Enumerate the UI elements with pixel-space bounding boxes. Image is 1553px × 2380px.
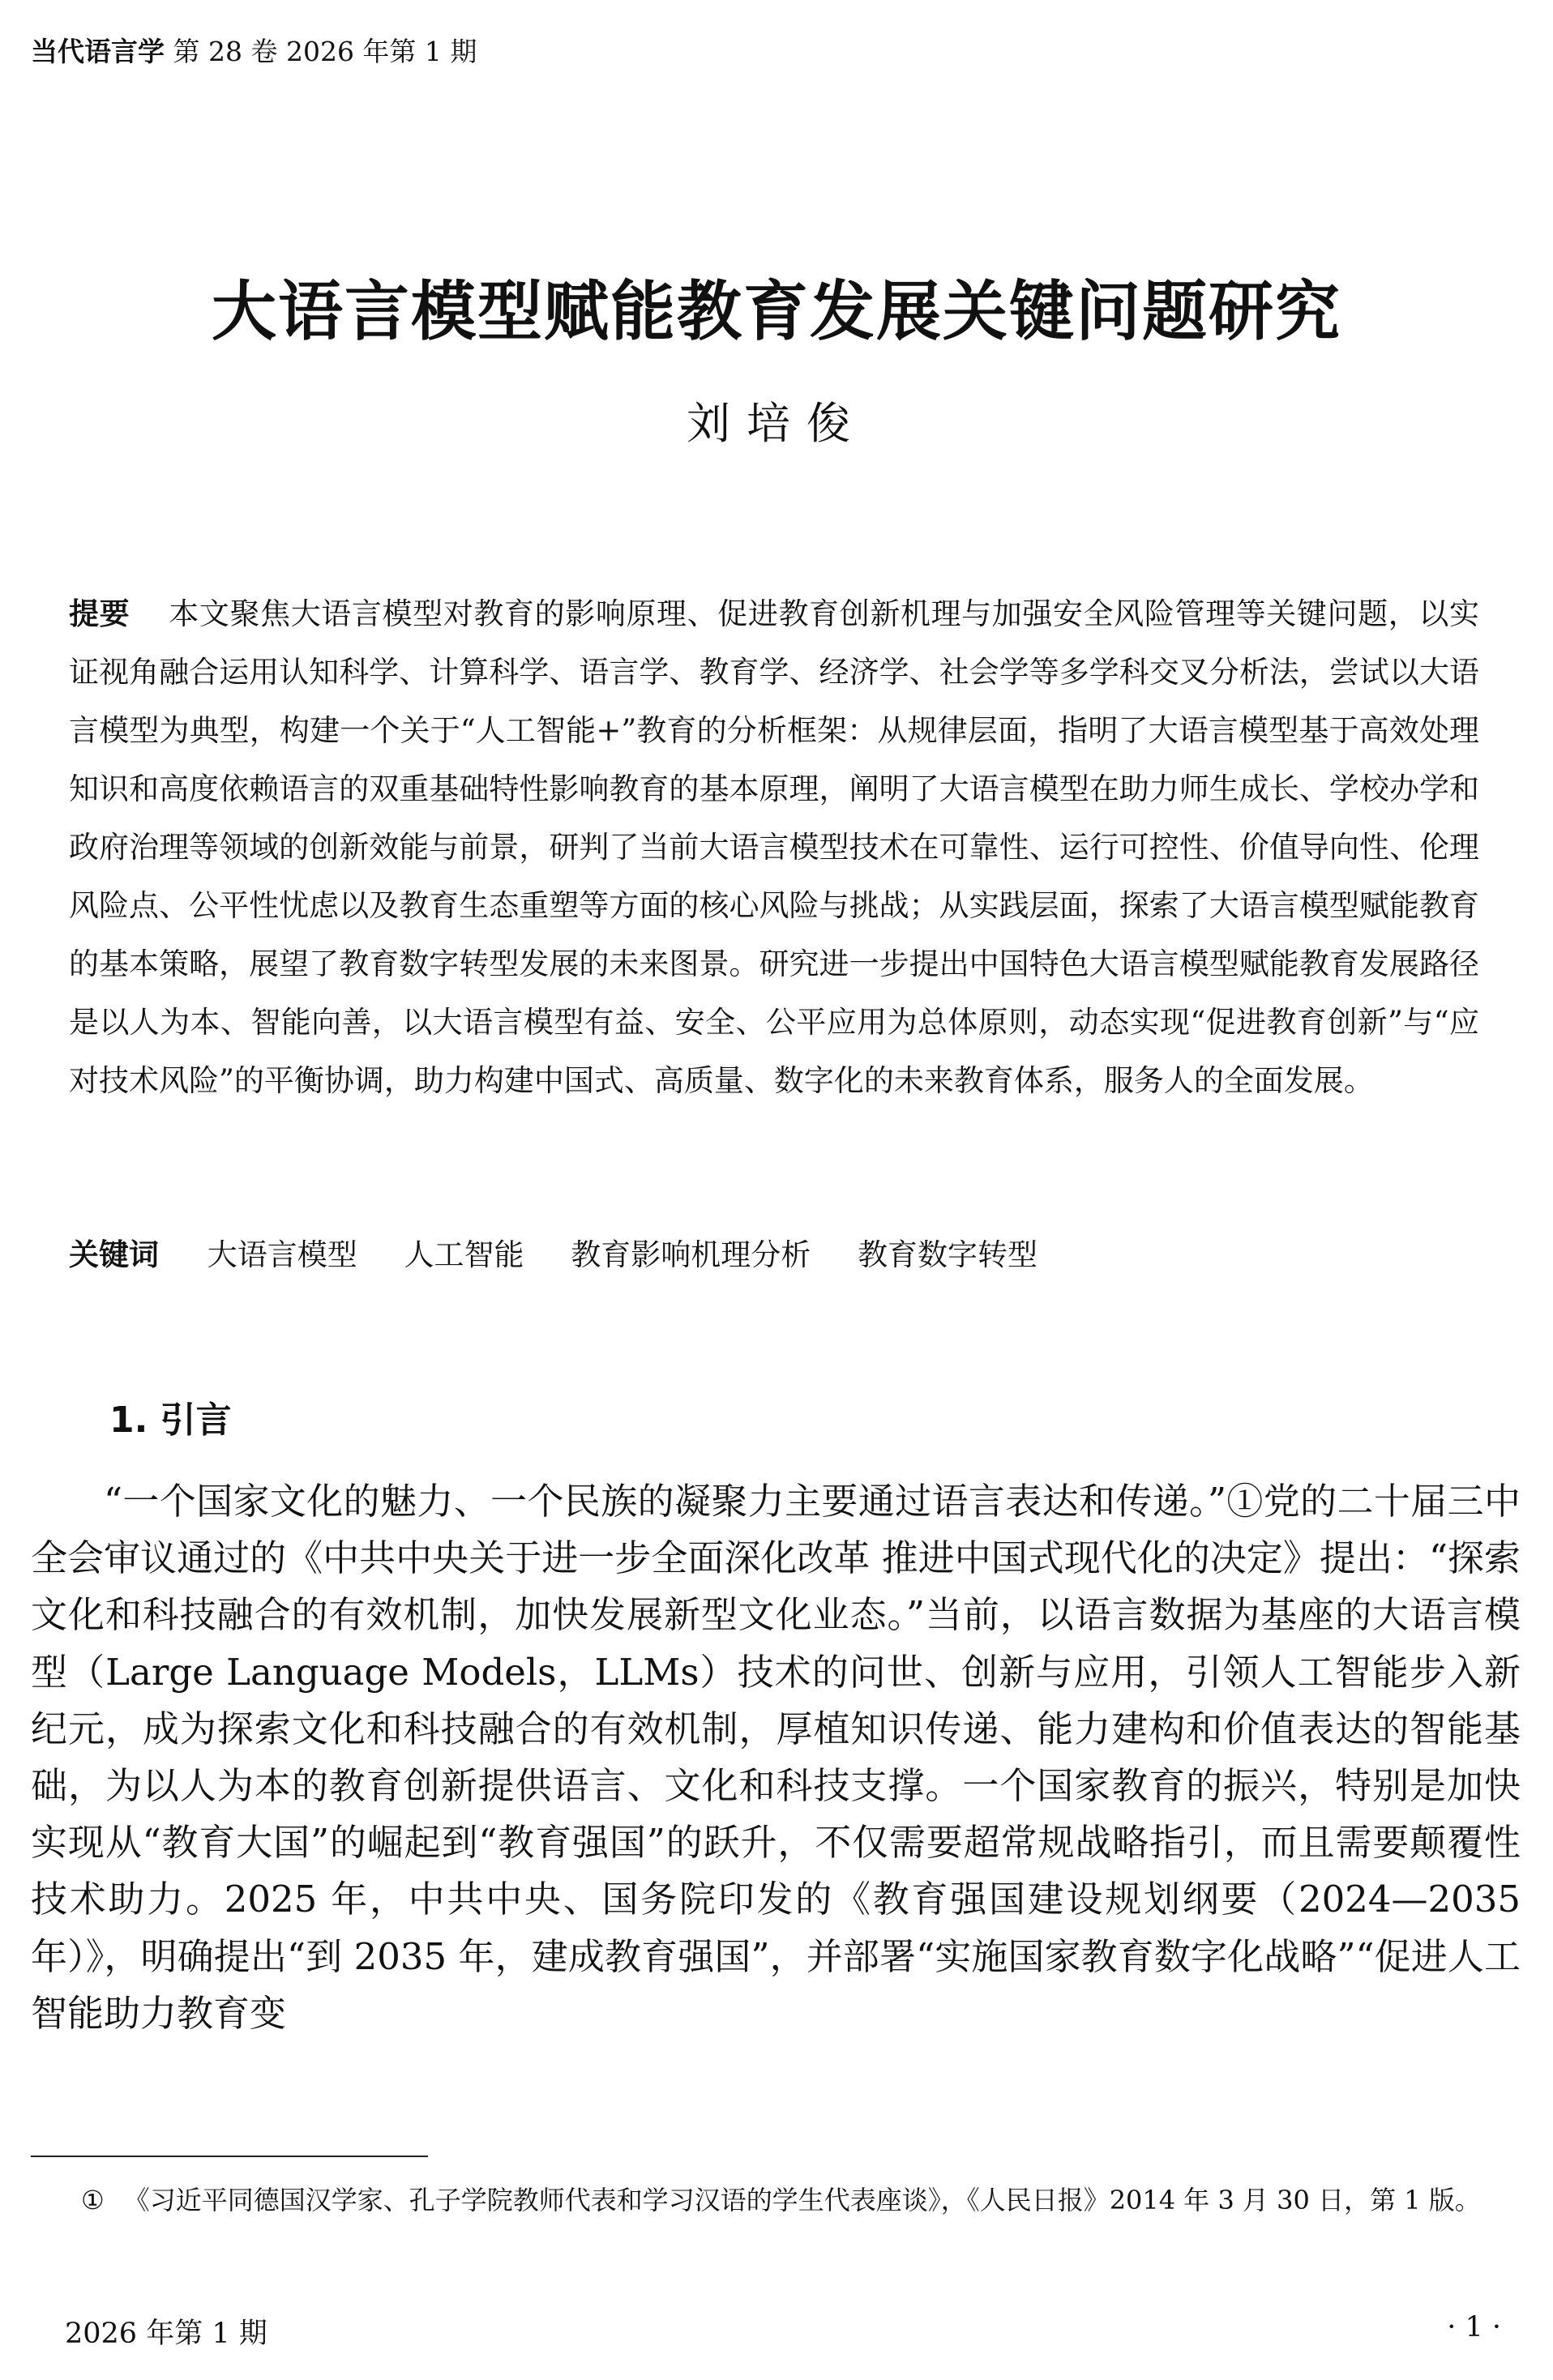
keyword: 教育数字转型 <box>858 1237 1038 1272</box>
keywords <box>69 1230 1075 1274</box>
journal-name: 当代语言学 <box>31 36 165 67</box>
author-name: 刘培俊 <box>687 398 866 449</box>
keyword: 大语言模型 <box>207 1237 357 1272</box>
keyword: 人工智能 <box>404 1237 524 1272</box>
paper-title: 大语言模型赋能教育发展关键问题研究 <box>212 273 1341 349</box>
section-heading: 1. 引言 <box>109 1399 232 1441</box>
page-number: · 1 · <box>1447 2311 1501 2344</box>
footer-issue: 2026 年第 1 期 <box>65 2318 267 2350</box>
footnote <box>81 2180 1524 2220</box>
abstract-text: 本文聚焦大语言模型对教育的影响原理、促进教育创新机理与加强安全风险管理等关键问题，以实证视角融合运用认知科学、计算科学、语言学、教育学、经济学、社会学等多学科交叉分析法，尝试以大语言模型为典型，构建一个关于“人工智能+”教育的分析框架：从规律层面，指明了大语言模型基于高效处理知识和高度依赖语言的双重基础特性影响教育的基本原理，阐明了大语言模型在助力师生成长、学校办学和政府治理等领域的创新效能与前景，研判了当前大语言模型技术在可靠性、运行可控性、价值导向性、伦理风险点、公平性忧虑以及教育生态重塑等方面的核心风险与挑战；从实践层面，探索了大语言模型赋能教育的基本策略，展望了教育数字转型发展的未来图景。研究进一步提出中国特色大语言模型赋能教育发展路径是以人为本、智能向善，以大语言模型有益、安全、公平应用为总体原则，动态实现“促进教育创新”与“应对技术风险”的平衡协调，助力构建中国式、高质量、数字化的未来教育体系，服务人的全面发展。 <box>69 596 1480 1098</box>
running-head <box>31 31 477 69</box>
body-paragraph: “一个国家文化的魅力、一个民族的凝聚力主要通过语言表达和传递。”①党的二十届三中全会审议通过的《中共中央关于进一步全面深化改革 推进中国式现代化的决定》提出：“探索文化和科技融合的有效机制，加快发展新型文化业态。”当前，以语言数据为基座的大语言模型（Large Language Models，LLMs）技术的问世、创新与应用，引领人工智能步入新纪元，成为探索文化和科技融合的有效机制，厚植知识传递、能力建构和价值表达的智能基础，为以人为本的教育创新提供语言、文化和科技支撑。一个国家教育的振兴，特别是加快实现从“教育大国”的崛起到“教育强国”的跃升，不仅需要超常规战略指引，而且需要颠覆性技术助力。2025 年，中共中央、国务院印发的《教育强国建设规划纲要（2024—2035 年）》，明确提出“到 2035 年，建成教育强国”，并部署“实施国家教育数字化战略”“促进人工智能助力教育变 <box>31 1480 1521 2035</box>
footnote-divider <box>31 2156 428 2157</box>
footnote-text: 《习近平同德国汉学家、孔子学院教师代表和学习汉语的学生代表座谈》，《人民日报》2014 年 3 月 30 日，第 1 版。 <box>123 2185 1481 2215</box>
footnote-mark: ① <box>81 2185 105 2215</box>
volume-info: 第 28 卷 2026 年第 1 期 <box>173 36 477 67</box>
keyword: 教育影响机理分析 <box>571 1237 811 1272</box>
abstract-label: 提要 <box>69 596 130 631</box>
abstract <box>69 585 1479 1110</box>
keywords-label: 关键词 <box>69 1237 159 1272</box>
